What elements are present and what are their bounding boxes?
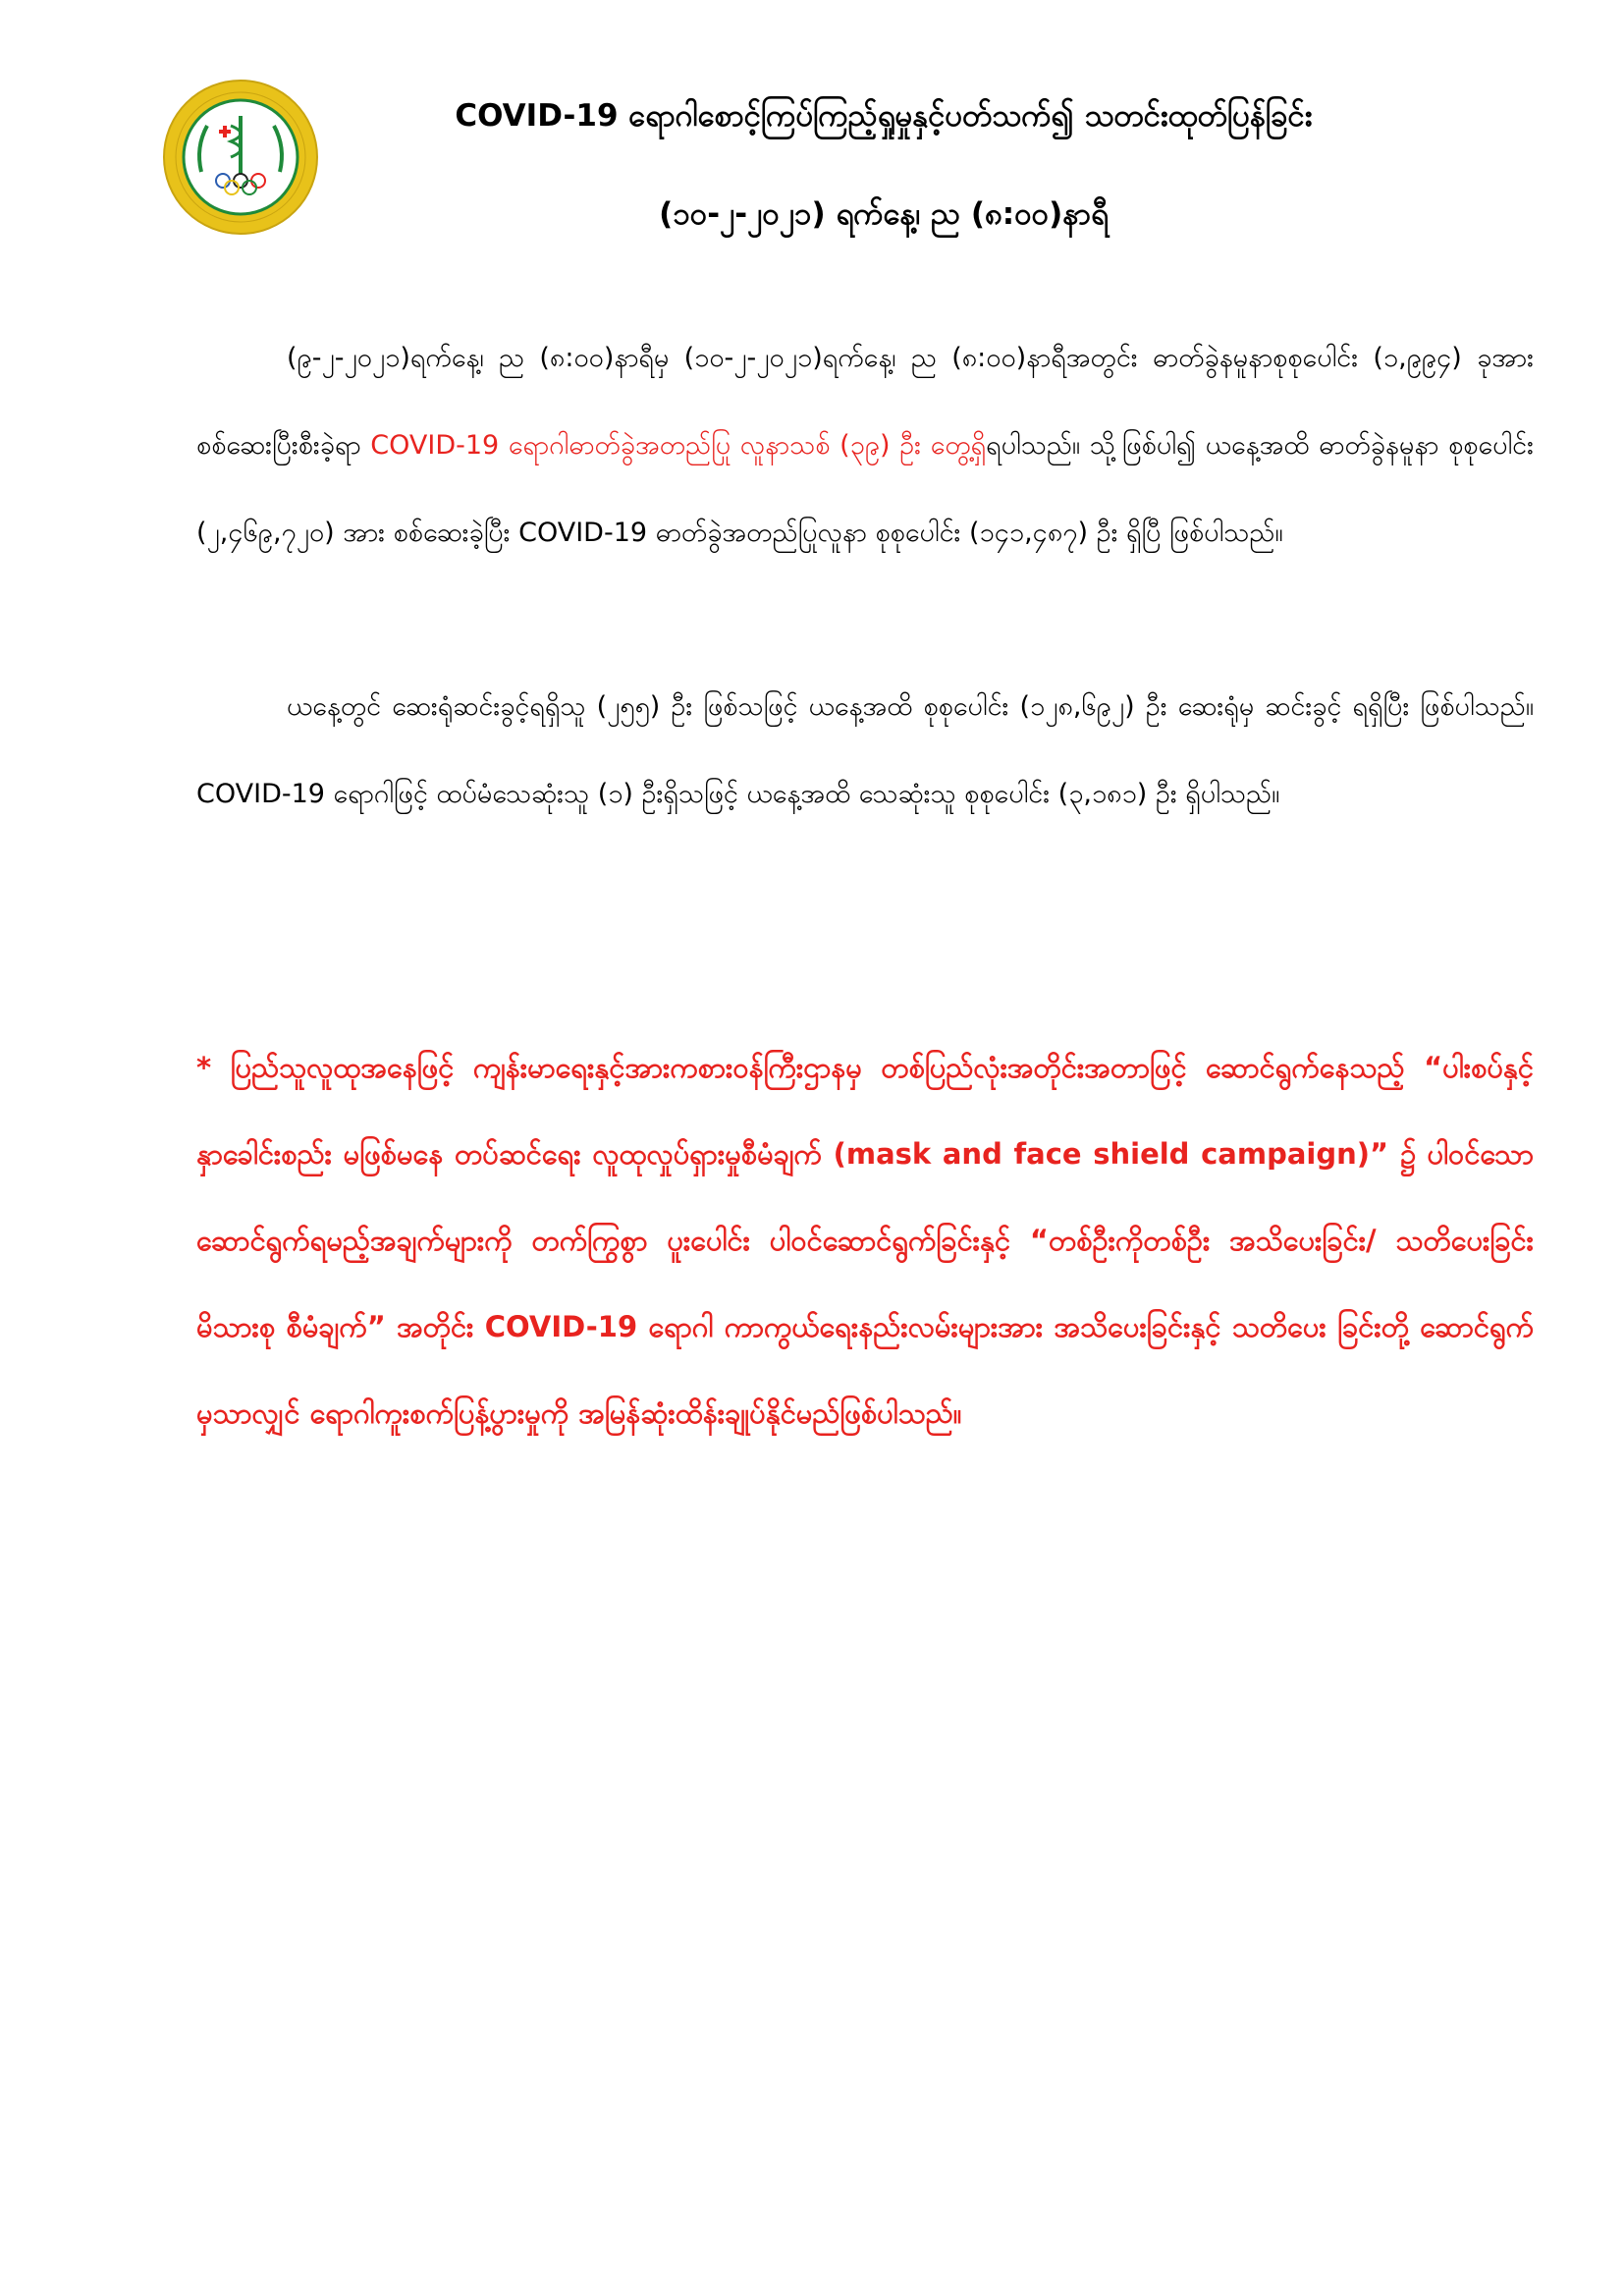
page-title: COVID-19 ရောဂါစောင့်ကြပ်ကြည့်ရှုမှုနှင့်ပတ်သက်၍ သတင်းထုတ်ပြန်ခြင်း — [455, 98, 1313, 134]
paragraph-recoveries-deaths — [196, 663, 1534, 838]
paragraph-test-results — [196, 314, 1534, 576]
paragraph2-text: ယနေ့တွင် ဆေးရုံဆင်းခွင့်ရရှိသူ (၂၅၅) ဦး ဖြစ်သဖြင့် ယနေ့အထိ စုစုပေါင်း (၁၂၈,၆၉၂) ဦး ဆေးရုံမှ ဆင်းခွင့် ရရှိပြီး ဖြစ်ပါသည်။ COVID-19 ရောဂါဖြင့် ထပ်မံသေဆုံးသူ (၁) ဦးရှိသဖြင့် ယနေ့အထိ သေဆုံးသူ စုစုပေါင်း (၃,၁၈၁) ဦး ရှိပါသည်။ — [196, 691, 1534, 809]
paragraph1-part3: ရပါသည်။ သို့ဖြစ်ပါ၍ ယနေ့အထိ ဓာတ်ခွဲနမူနာ စုစုပေါင်း (၂,၄၆၉,၇၂၀) အား စစ်ဆေးခဲ့ပြီး COVID-19 ဓာတ်ခွဲအတည်ပြုလူနာ စုစုပေါင်း (၁၄၁,၄၈၇) ဦး ရှိပြီ ဖြစ်ပါသည်။ — [196, 430, 1534, 548]
paragraph1-part1: (၉-၂-၂၀၂၁)ရက်နေ့၊ ည (၈:၀၀)နာရီမှ (၁၀-၂-၂၀၂၁)ရက်နေ့၊ ည (၈:၀၀)နာရီအတွင်း ဓာတ်ခွဲနမူနာစုစုပေါင်း (၁,၉၉၄) ခုအား စစ်ဆေးပြီးစီးခဲ့ရာ — [196, 343, 1534, 461]
public-notice: * ပြည်သူလူထုအနေဖြင့် ကျန်းမာရေးနှင့်အားကစားဝန်ကြီးဌာနမှ တစ်ပြည်လုံးအတိုင်းအတာဖြင့် ဆောင်ရွက်နေသည့် “ပါးစပ်နှင့် နှာခေါင်းစည်း မဖြစ်မနေ တပ်ဆင်ရေး လူထုလှုပ်ရှားမှုစီမံချက် (mask and face shield campaign)” ၌ ပါဝင်သော ဆောင်ရွက်ရမည့်အချက်များကို တက်ကြွစွာ ပူးပေါင်း ပါဝင်ဆောင်ရွက်ခြင်းနှင့် “တစ်ဦးကိုတစ်ဦး အသိပေးခြင်း/ သတိပေးခြင်း မိသားစု စီမံချက်” အတိုင်း COVID-19 ရောဂါ ကာကွယ်ရေးနည်းလမ်းများအား အသိပေးခြင်းနှင့် သတိပေး ခြင်းတို့ ဆောင်ရွက်မှသာလျှင် ရောဂါကူးစက်ပြန့်ပွားမှုကို အမြန်ဆုံးထိန်းချုပ်နိုင်မည်ဖြစ်ပါသည်။ — [196, 1051, 1534, 1430]
ministry-emblem-icon — [162, 79, 319, 236]
page-date-subtitle: (၁၀-၂-၂၀၂၁) ရက်နေ့၊ ည (၈:၀၀)နာရီ — [659, 196, 1109, 232]
ministry-logo — [162, 79, 319, 236]
new-cases-highlight: COVID-19 ရောဂါဓာတ်ခွဲအတည်ပြု လူနာသစ် (၃၉) ဦး တွေ့ရှိ — [370, 430, 987, 461]
